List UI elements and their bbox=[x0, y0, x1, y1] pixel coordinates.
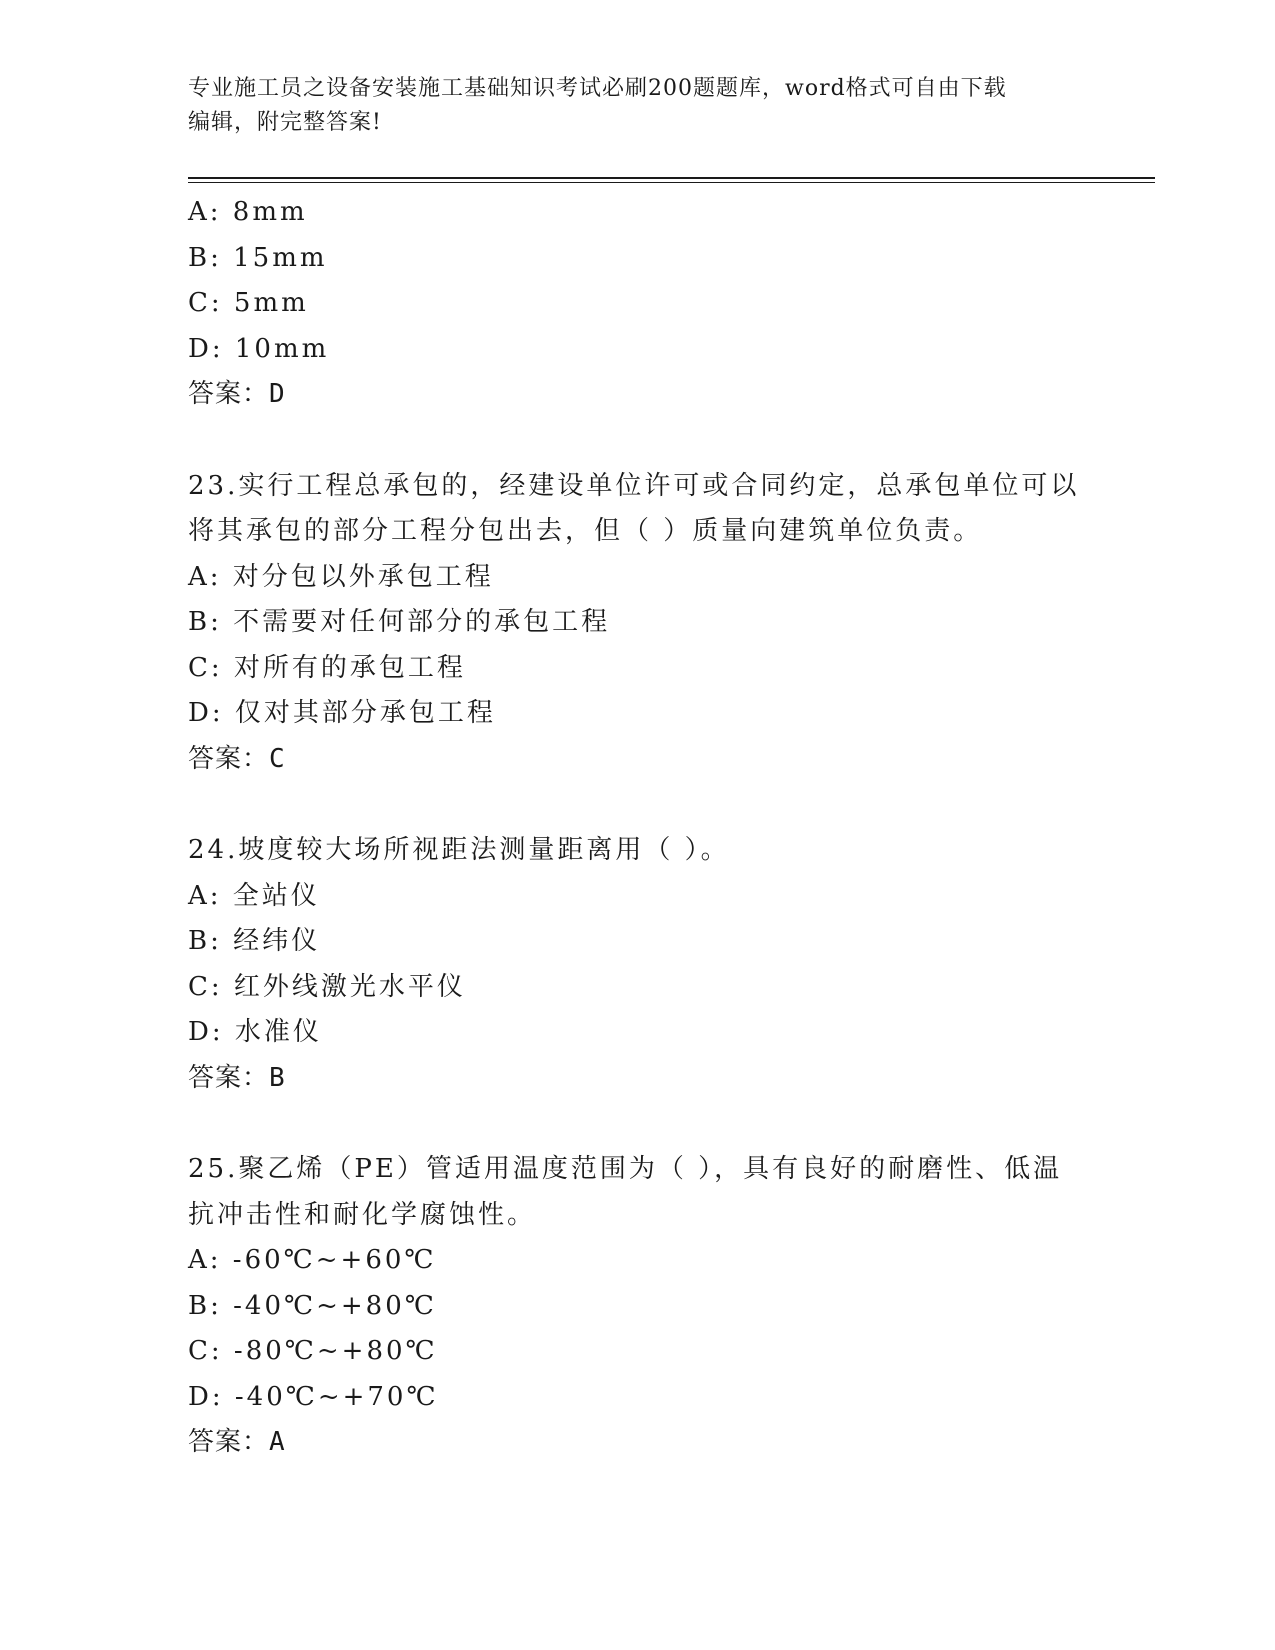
q25-option-b: B: -40℃~+80℃ bbox=[188, 1290, 437, 1321]
question-22 bbox=[188, 190, 1088, 418]
q24-option-c: C: 红外线激光水平仪 bbox=[188, 971, 466, 1002]
q22-answer-label: 答案： bbox=[188, 379, 270, 409]
q22-option-c: C: 5mm bbox=[188, 288, 309, 318]
q23-option-c: C: 对所有的承包工程 bbox=[188, 652, 466, 683]
q23-option-b: B: 不需要对任何部分的承包工程 bbox=[188, 607, 611, 637]
q25-option-d: D: -40℃~+70℃ bbox=[188, 1381, 439, 1412]
q25-answer-value: A bbox=[269, 1427, 286, 1457]
q25-stem-line-1: 25.聚乙烯（PE）管适用温度范围为（ ），具有良好的耐磨性、低温 bbox=[188, 1154, 1063, 1184]
q24-option-d: D: 水准仪 bbox=[188, 1017, 322, 1047]
q22-option-b: B: 15mm bbox=[188, 242, 328, 273]
header-line-1: 专业施工员之设备安装施工基础知识考试必刷200题题库，word格式可自由下载 bbox=[188, 76, 1007, 101]
q24-answer-value: B bbox=[269, 1062, 286, 1093]
spacer bbox=[188, 782, 1088, 828]
q22-answer bbox=[188, 372, 1088, 418]
q25-stem-line-2: 抗冲击性和耐化学腐蚀性。 bbox=[188, 1199, 537, 1230]
question-24 bbox=[188, 828, 1088, 1101]
header-divider-thin bbox=[188, 182, 1155, 183]
spacer bbox=[188, 1101, 1088, 1147]
q25-answer-label: 答案： bbox=[188, 1427, 270, 1457]
q24-option-b: B: 经纬仪 bbox=[188, 926, 321, 956]
q22-option-d: D: 10mm bbox=[188, 333, 330, 364]
q23-answer-value: C bbox=[269, 743, 286, 774]
q24-answer bbox=[188, 1056, 1088, 1102]
q22-answer-value: D bbox=[269, 379, 286, 409]
q24-option-a: A: 全站仪 bbox=[188, 880, 320, 911]
question-25 bbox=[188, 1147, 1088, 1466]
q23-option-a: A: 对分包以外承包工程 bbox=[188, 561, 494, 592]
document-header bbox=[188, 72, 1088, 140]
q23-option-d: D: 仅对其部分承包工程 bbox=[188, 698, 496, 728]
header-divider bbox=[188, 177, 1155, 179]
q24-stem-line-1: 24.坡度较大场所视距法测量距离用（ ）。 bbox=[188, 835, 730, 865]
q24-answer-label: 答案： bbox=[188, 1062, 270, 1093]
q23-answer-label: 答案： bbox=[188, 743, 270, 774]
q23-answer bbox=[188, 737, 1088, 783]
q22-option-a: A: 8mm bbox=[188, 197, 308, 227]
q23-stem-line-2: 将其承包的部分工程分包出去，但（ ）质量向建筑单位负责。 bbox=[188, 516, 983, 546]
q23-stem-line-1: 23.实行工程总承包的，经建设单位许可或合同约定，总承包单位可以 bbox=[188, 470, 1080, 501]
q25-option-a: A: -60℃~+60℃ bbox=[188, 1245, 437, 1275]
q25-option-c: C: -80℃~+80℃ bbox=[188, 1336, 438, 1366]
q25-answer bbox=[188, 1420, 1088, 1466]
questions-content bbox=[188, 190, 1088, 1466]
spacer bbox=[188, 418, 1088, 464]
question-23 bbox=[188, 464, 1088, 783]
header-line-2: 编辑，附完整答案! bbox=[188, 110, 382, 135]
